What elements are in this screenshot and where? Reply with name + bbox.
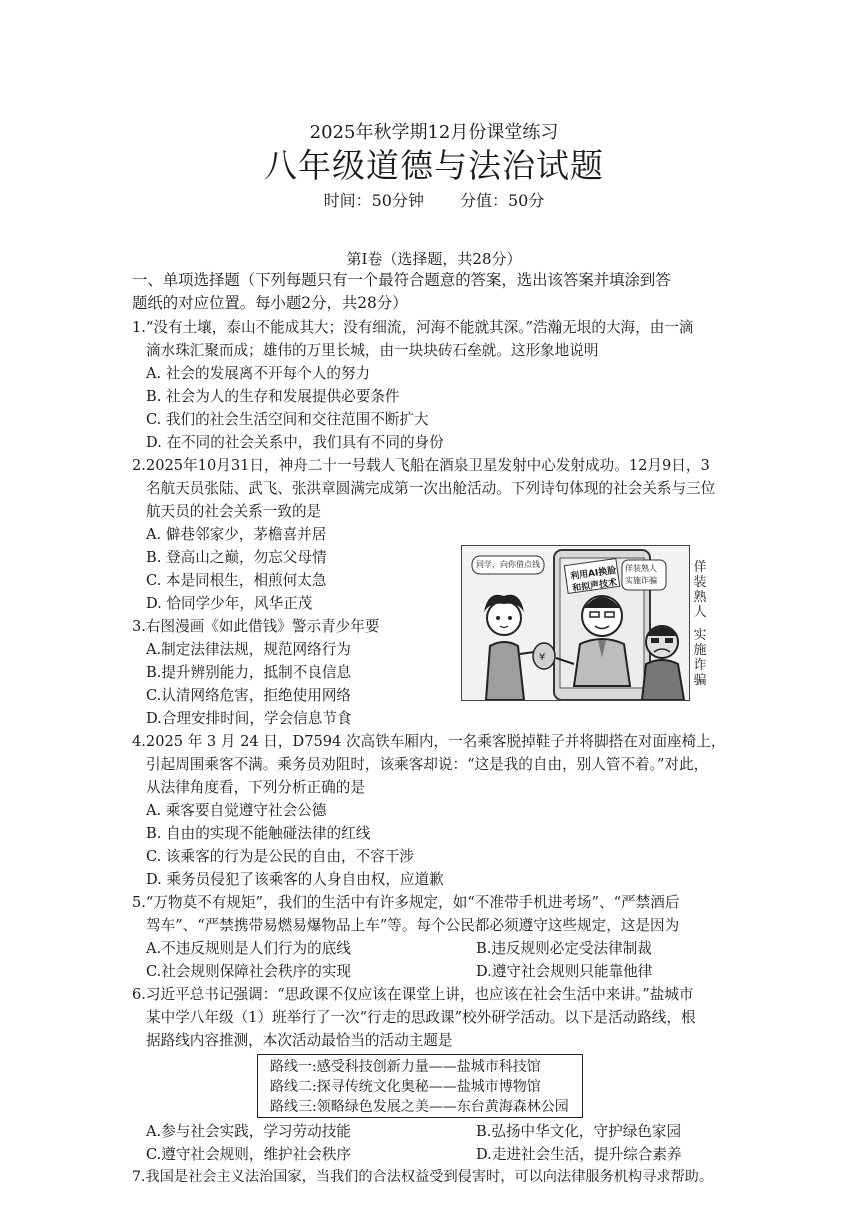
route-line-2: 路线二:探寻传统文化奥秘——盐城市博物馆 (270, 1079, 541, 1095)
question-5-stem: 5.“万物莫不有规矩”，我们的生活中有许多规定，如“不准带手机进考场”、“严禁酒后 (132, 894, 680, 911)
exam-score: 分值：50分 (460, 191, 545, 210)
question-5-option-b: B.违反规则必定受法律制裁 (476, 940, 652, 957)
question-2-option-a: A. 僻巷邻家少，茅檐喜并居 (146, 526, 327, 543)
question-5-option-a: A.不违反规则是人们行为的底线 (146, 940, 351, 957)
question-1-option-d: D. 在不同的社会关系中，我们具有不同的身份 (146, 434, 444, 451)
question-4-stem: 从法律角度看，下列分析正确的是 (146, 779, 365, 796)
cartoon-left-bubble: 同学，向你借点钱 (476, 560, 540, 569)
cartoon-phone-text-1: 利用AI换脸 (569, 565, 618, 583)
cartoon-side-caption-1: 佯装熟人 (693, 560, 707, 620)
cartoon-side-caption-2: 实施诈骗 (693, 628, 707, 688)
question-2-option-b: B. 登高山之巅，勿忘父母情 (146, 549, 327, 566)
question-2-option-d: D. 恰同学少年，风华正茂 (146, 595, 313, 612)
question-4-option-a: A. 乘客要自觉遵守社会公德 (146, 802, 327, 819)
question-3-option-a: A.制定法律法规，规范网络行为 (146, 641, 351, 658)
route-line-1: 路线一:感受科技创新力量——盐城市科技馆 (270, 1059, 541, 1075)
question-1-option-b: B. 社会为人的生存和发展提供必要条件 (146, 388, 400, 405)
question-2-stem: 航天员的社会关系一致的是 (146, 503, 322, 520)
exam-meta (0, 188, 868, 211)
question-2-stem: 名航天员张陆、武飞、张洪章圆满完成第一次出舱活动。下列诗句体现的社会关系与三位 (146, 480, 716, 497)
question-4-stem: 4.2025 年 3 月 24 日，D7594 次高铁车厢内，一名乘客脱掉鞋子并将脚搭在对面座椅上， (132, 733, 726, 750)
question-2-stem: 2.2025年10月31日，神舟二十一号载人飞船在酒泉卫星发射中心发射成功。12月9日，3 (132, 457, 710, 474)
route-list-box (257, 1054, 583, 1118)
route-line-3: 路线三:领略绿色发展之美——东台黄海森林公园 (270, 1099, 569, 1115)
cartoon-illustration (461, 545, 690, 701)
exam-time: 时间：50分钟 (323, 191, 424, 210)
cartoon-right-bubble-1: 佯装熟人 (625, 564, 657, 573)
exam-subtitle: 2025年秋学期12月份课堂练习 (309, 122, 559, 143)
question-3-option-c: C.认清网络危害，拒绝使用网络 (146, 687, 352, 704)
question-5-stem: 驾车”、“严禁携带易燃易爆物品上车”等。每个公民都必须遵守这些规定，这是因为 (146, 917, 680, 934)
question-6-option-d: D.走进社会生活，提升综合素养 (476, 1146, 682, 1163)
section-instruction: 一、单项选择题（下列每题只有一个最符合题意的答案，选出该答案并填涂到答 (132, 271, 671, 289)
question-5-option-c: C.社会规则保障社会秩序的实现 (146, 963, 352, 980)
question-4-stem: 引起周围乘客不满。乘务员劝阻时，该乘客却说：“这是我的自由，别人管不着。”对此， (146, 756, 709, 773)
question-1-stem: 1.“没有土壤，泰山不能成其大；没有细流，河海不能就其深。”浩瀚无垠的大海，由一滴 (132, 319, 694, 336)
cartoon-phone-text-2: 和拟声技术 (571, 577, 618, 595)
question-7-stem: 7.我国是社会主义法治国家，当我们的合法权益受到侵害时，可以向法律服务机构寻求帮助。 (132, 1169, 714, 1185)
question-6-stem: 某中学八年级（1）班举行了一次“行走的思政课”校外研学活动。以下是活动路线，根 (146, 1009, 696, 1026)
question-4-option-d: D. 乘务员侵犯了该乘客的人身自由权，应道歉 (146, 871, 444, 888)
section-instruction: 题纸的对应位置。每小题2分，共28分） (132, 294, 408, 312)
question-6-option-b: B.弘扬中华文化，守护绿色家园 (476, 1123, 682, 1140)
exam-title: 八年级道德与法治试题 (264, 146, 604, 185)
section-title: 第Ⅰ卷（选择题，共28分） (346, 250, 522, 268)
question-1-stem: 滴水珠汇聚而成；雄伟的万里长城，由一块块砖石垒就。这形象地说明 (146, 342, 599, 359)
question-1-option-a: A. 社会的发展离不开每个人的努力 (146, 365, 371, 382)
cartoon-right-bubble-2: 实施诈骗 (625, 576, 657, 585)
question-4-option-b: B. 自由的实现不能触碰法律的红线 (146, 825, 371, 842)
question-4-option-c: C. 该乘客的行为是公民的自由，不容干涉 (146, 848, 415, 865)
svg-text:¥: ¥ (539, 652, 546, 663)
question-2-option-c: C. 本是同根生，相煎何太急 (146, 572, 327, 589)
question-6-option-a: A.参与社会实践，学习劳动技能 (146, 1123, 351, 1140)
question-6-option-c: C.遵守社会规则，维护社会秩序 (146, 1146, 352, 1163)
question-3-stem: 3.右图漫画《如此借钱》警示青少年要 (132, 618, 380, 635)
question-5-option-d: D.遵守社会规则只能靠他律 (476, 963, 653, 980)
question-1-option-c: C. 我们的社会生活空间和交往范围不断扩大 (146, 411, 429, 428)
question-6-stem: 6.习近平总书记强调：“思政课不仅应该在课堂上讲，也应该在社会生活中来讲。”盐城市 (132, 986, 694, 1003)
question-6-stem: 据路线内容推测，本次活动最恰当的活动主题是 (146, 1032, 453, 1049)
question-3-option-b: B.提升辨别能力，抵制不良信息 (146, 664, 352, 681)
question-3-option-d: D.合理安排时间，学会信息节食 (146, 710, 352, 727)
